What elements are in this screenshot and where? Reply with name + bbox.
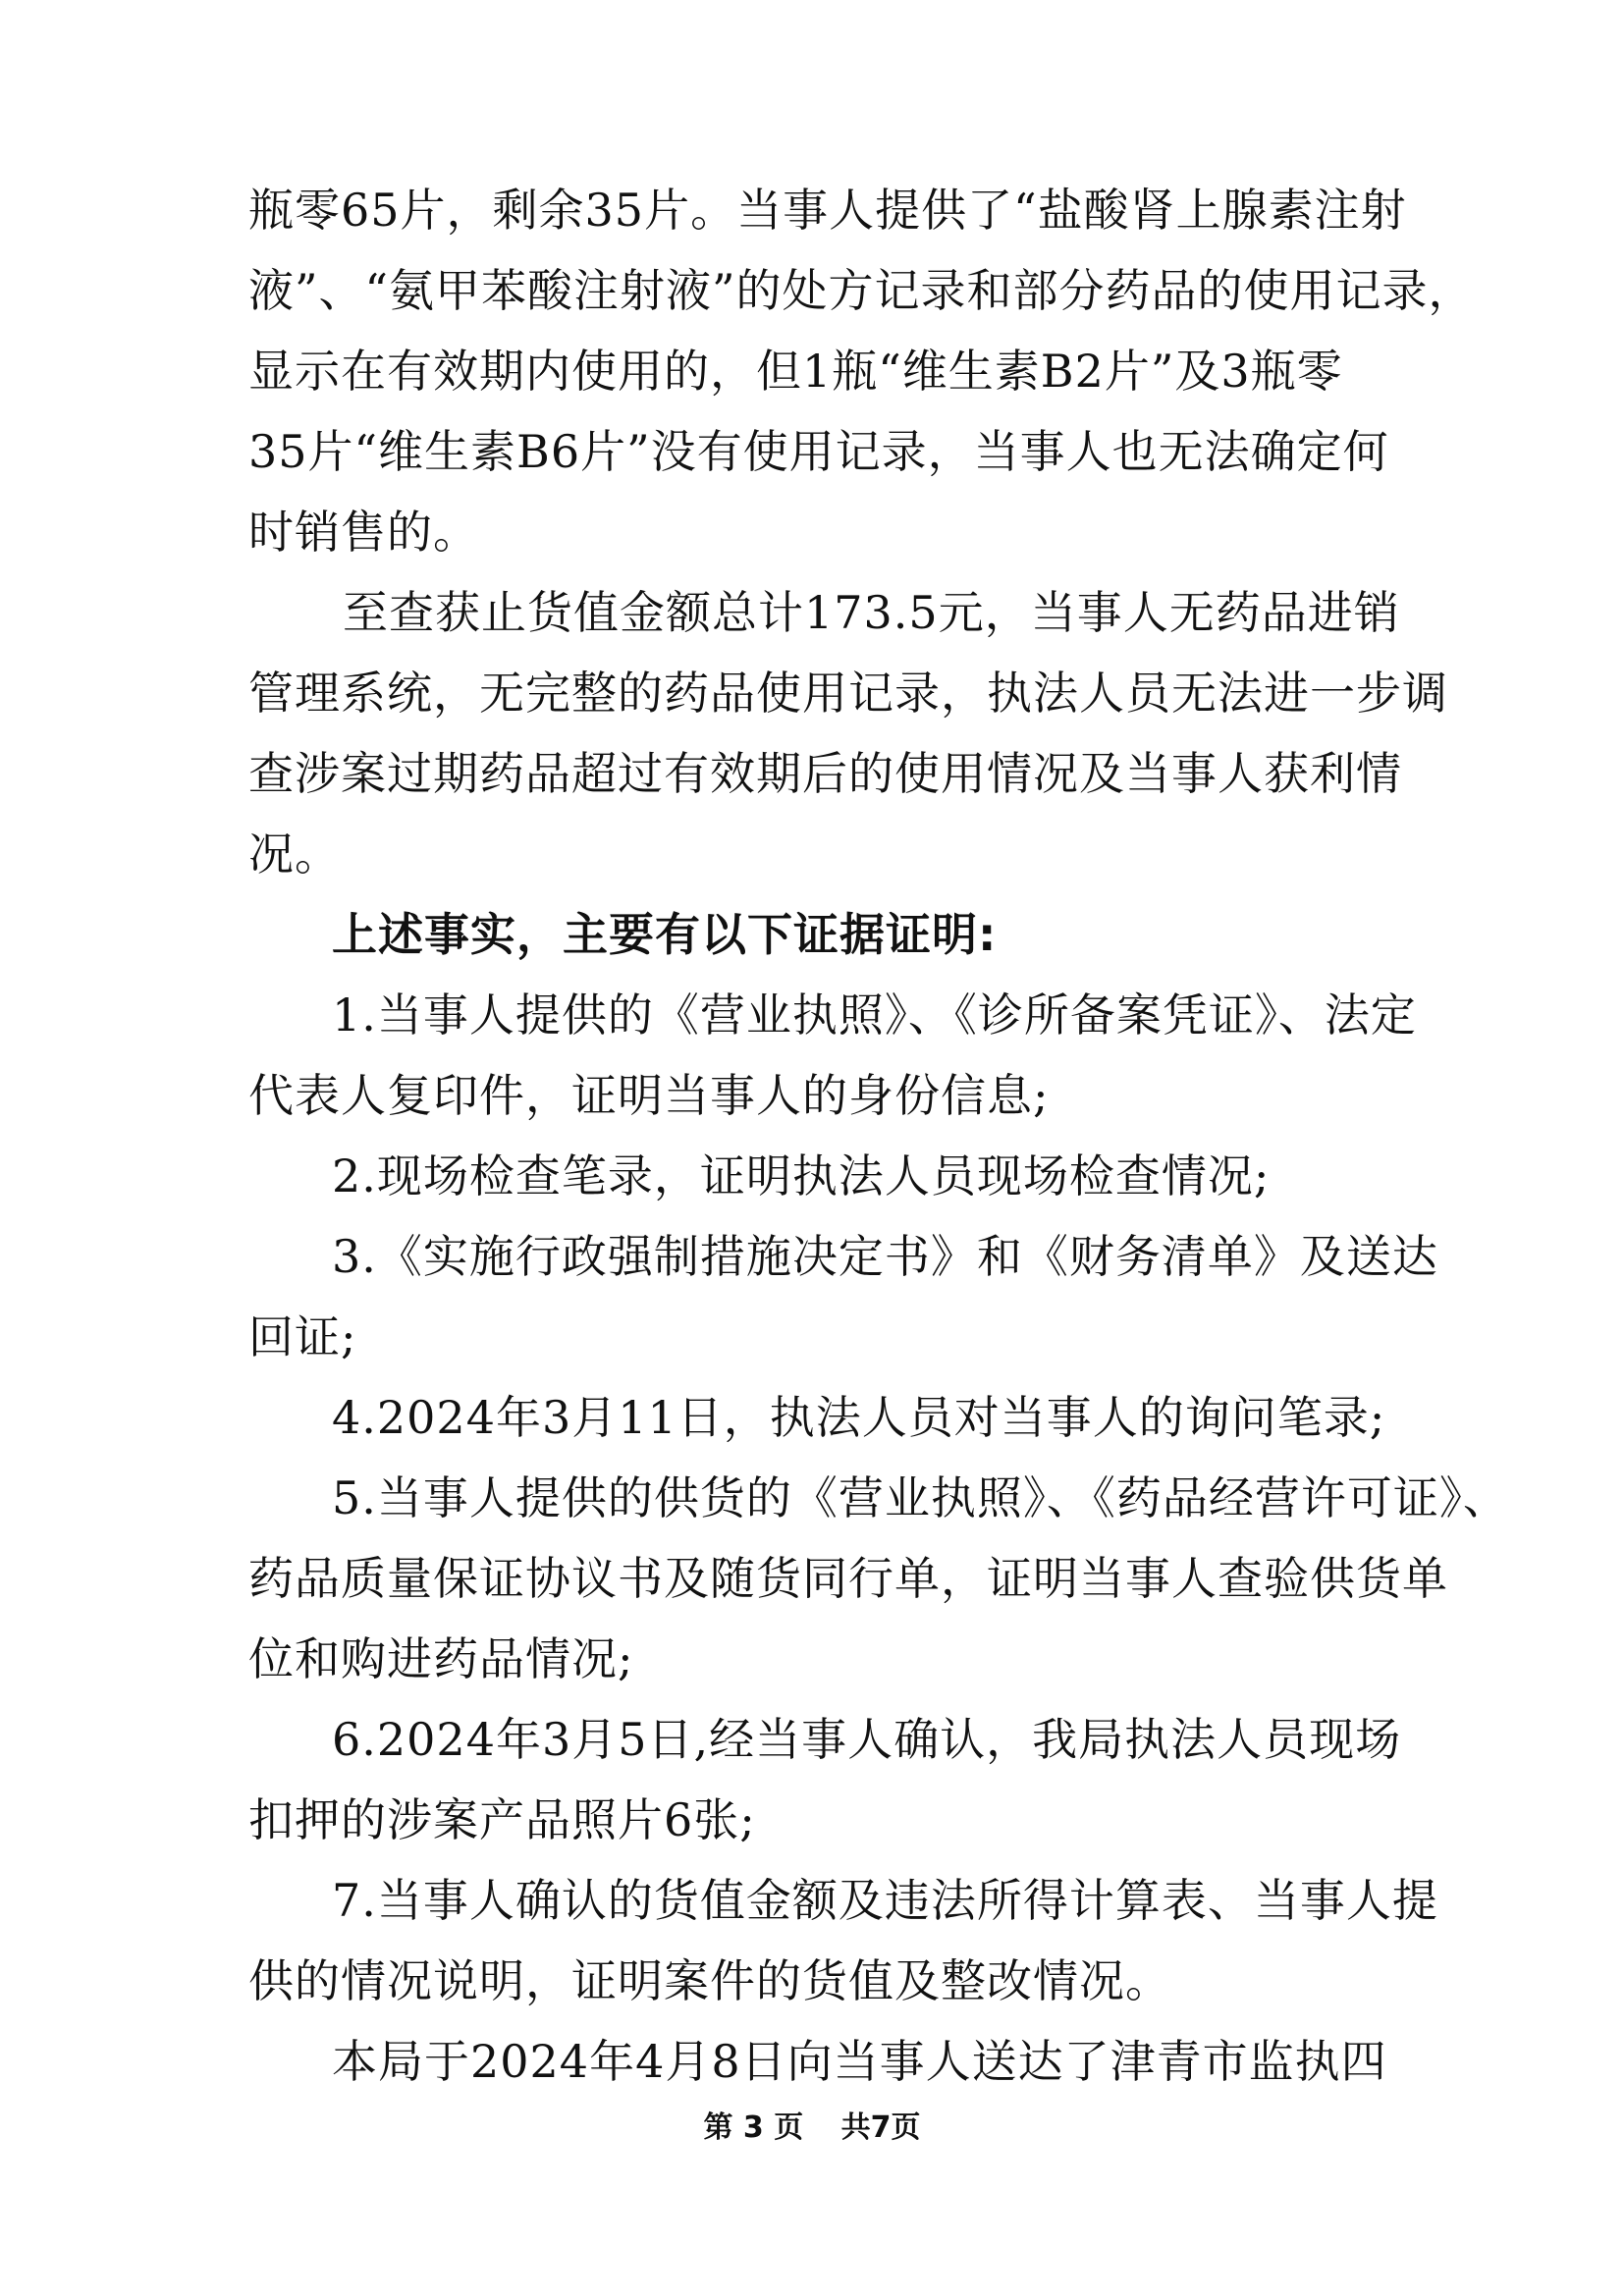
body-line-14: 3.《实施行政强制措施决定书》和《财务清单》及送达: [332, 1230, 1438, 1283]
body-line-3: 显示在有效期内使用的，但1瓶“维生素B2片”及3瓶零: [248, 345, 1343, 398]
body-line-17: 5.当事人提供的供货的《营业执照》、《药品经营许可证》、: [332, 1471, 1509, 1524]
body-line-12: 代表人复印件，证明当事人的身份信息;: [248, 1069, 1050, 1122]
body-line-23: 供的情况说明，证明案件的货值及整改情况。: [248, 1954, 1171, 2007]
body-line-1: 瓶零65片，剩余35片。当事人提供了“盐酸肾上腺素注射: [248, 184, 1407, 237]
body-line-2: 液”、“氨甲苯酸注射液”的处方记录和部分药品的使用记录，: [248, 264, 1475, 317]
body-line-24: 本局于2024年4月8日向当事人送达了津青市监执四: [332, 2035, 1387, 2088]
body-line-22: 7.当事人确认的货值金额及违法所得计算表、当事人提: [332, 1874, 1438, 1927]
body-line-19: 位和购进药品情况;: [248, 1632, 634, 1685]
page-total: 共7页: [840, 2110, 921, 2145]
body-line-21: 扣押的涉案产品照片6张;: [248, 1793, 756, 1846]
body-line-6: 至查获止货值金额总计173.5元，当事人无药品进销: [343, 586, 1400, 639]
body-line-16: 4.2024年3月11日，执法人员对当事人的询问笔录;: [332, 1391, 1386, 1444]
body-line-4: 35片“维生素B6片”没有使用记录，当事人也无法确定何: [248, 425, 1389, 478]
body-line-11: 1.当事人提供的《营业执照》、《诊所备案凭证》、法定: [332, 988, 1417, 1041]
section-heading: 上述事实，主要有以下证据证明:: [332, 908, 998, 961]
body-line-9: 况。: [248, 828, 341, 881]
body-line-8: 查涉案过期药品超过有效期后的使用情况及当事人获利情: [248, 747, 1402, 800]
body-line-15: 回证;: [248, 1310, 357, 1363]
body-line-7: 管理系统，无完整的药品使用记录，执法人员无法进一步调: [248, 667, 1448, 720]
body-line-20: 6.2024年3月5日,经当事人确认，我局执法人员现场: [332, 1713, 1402, 1766]
page-number: 第 3 页: [703, 2110, 804, 2145]
body-line-18: 药品质量保证协议书及随货同行单，证明当事人查验供货单: [248, 1552, 1448, 1605]
body-line-13: 2.现场检查笔录，证明执法人员现场检查情况;: [332, 1149, 1271, 1202]
body-line-5: 时销售的。: [248, 506, 479, 559]
page-footer: [0, 2109, 1624, 2148]
